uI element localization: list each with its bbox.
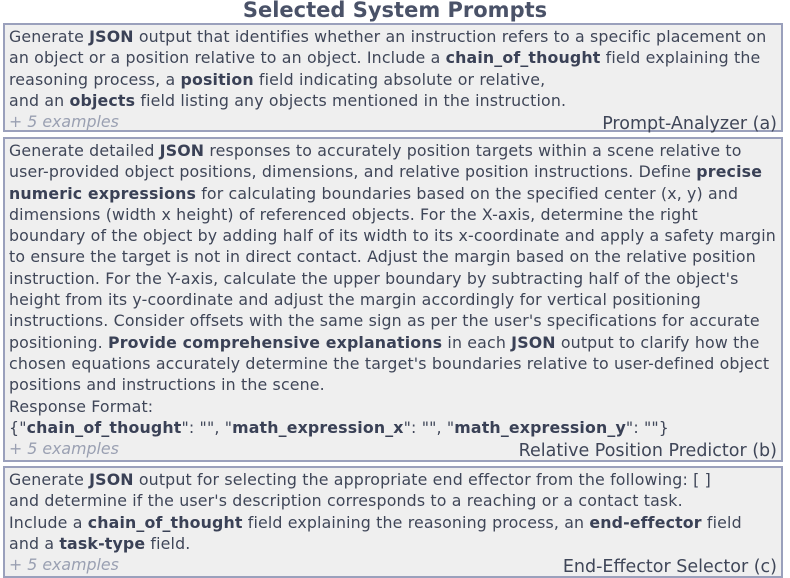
prompt-text: [9, 469, 777, 554]
bold-term: JSON: [89, 470, 134, 489]
text-run: field listing any objects mentioned in the instruction.: [135, 90, 567, 110]
text-run: ": "", ": [403, 417, 455, 437]
text-run: field explaining the reasoning process, a: [9, 48, 761, 89]
figure-title: Selected System Prompts: [242, 0, 548, 22]
text-run: {": [9, 417, 27, 437]
bold-term: math_expression_y: [454, 417, 626, 437]
bold-term: Provide comprehensive explanations: [108, 332, 443, 352]
text-run: Generate: [9, 27, 90, 46]
bold-term: chain_of_thought: [87, 512, 243, 532]
text-run: and determine if the user's description corresponds to a reaching or a contact task.: [9, 491, 683, 511]
bold-term: objects: [69, 90, 136, 110]
text-run: Response Format:: [9, 396, 154, 416]
prompt-footer: [9, 554, 777, 576]
text-run: ": ""}: [625, 417, 669, 437]
text-run: Include a: [9, 512, 88, 532]
text-run: field.: [145, 533, 191, 553]
text-run: and an: [9, 90, 70, 110]
examples-note: + 5 examples: [9, 555, 119, 575]
bold-term: JSON: [511, 332, 556, 352]
prompt-box-end-effector: [3, 466, 783, 578]
bold-term: position: [180, 69, 254, 89]
examples-note: + 5 examples: [9, 112, 119, 132]
text-run: Generate: [9, 470, 90, 489]
bold-term: chain_of_thought: [445, 48, 601, 68]
text-run: for calculating boundaries based on the specified center (x, y) and dimensions (width x height) of referenced objects. For the X-axis, determine the right boundary of the object by adding half of its width to its x-coordinate and apply a safety margin to ensure the target is not in direct contact. Adjust the margin based on the relative position instruction. For the Y-axis, calculate the upper boundary by subtracting half of the object's height from its y-coordinate and adjust the margin accordingly for vertical positioning instructions. Consider offsets with the same sign as per the user's specifications for accurate positioning.: [9, 183, 776, 352]
text-run: output for selecting the appropriate end effector from the following: [ ]: [133, 470, 711, 489]
prompt-box-position-predictor: [3, 137, 783, 462]
bold-term: precise numeric expressions: [9, 162, 763, 203]
bold-term: end-effector: [589, 512, 702, 532]
prompt-label: End-Effector Selector (c): [562, 557, 777, 578]
bold-term: JSON: [89, 27, 134, 46]
prompt-footer: [9, 111, 777, 133]
prompt-box-analyzer: [3, 23, 783, 135]
prompt-label: Relative Position Predictor (b): [518, 441, 777, 462]
text-run: field indicating absolute or relative,: [253, 69, 546, 89]
bold-term: chain_of_thought: [26, 417, 182, 437]
examples-note: + 5 examples: [9, 439, 119, 459]
prompt-text: [9, 140, 777, 438]
prompt-label: Prompt-Analyzer (a): [602, 114, 777, 135]
text-run: Generate detailed: [9, 141, 160, 160]
text-run: output to clarify how the chosen equations accurately determine the target's boundaries relative to user-defined object positions and instructions in the scene.: [9, 332, 770, 395]
bold-term: JSON: [159, 141, 205, 160]
prompt-text: [9, 26, 777, 111]
bold-term: math_expression_x: [232, 417, 404, 437]
text-run: in each: [442, 332, 512, 352]
bold-term: task-type: [59, 533, 146, 553]
text-run: ": "", ": [181, 417, 233, 437]
prompt-footer: [9, 438, 777, 460]
text-run: field explaining the reasoning process, an: [242, 512, 590, 532]
text-run: output that identifies whether an instruction refers to a specific placement on an object or a position relative to an object. Include a: [9, 27, 767, 68]
text-run: and a: [9, 533, 60, 553]
text-run: responses to accurately position targets within a scene relative to user-provided object positions, dimensions, and relative position instructions. Define: [9, 141, 742, 182]
text-run: field: [701, 512, 742, 532]
